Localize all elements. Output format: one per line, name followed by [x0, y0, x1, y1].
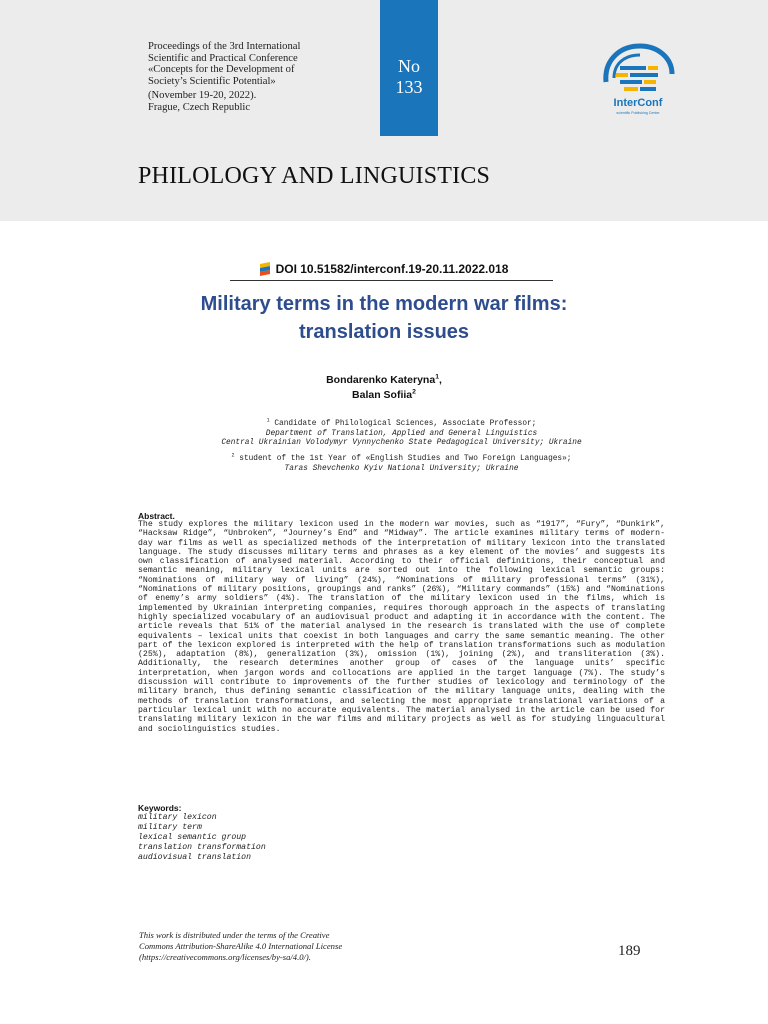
- issue-number-box: [380, 0, 438, 136]
- abstract-text: The study explores the military lexicon used in the modern war movies, such as “1917”, “Fury”, “Dunkirk”, “Hacksaw Ridge”, “Unbroken”, “Journey’s End” and “Midway”. The article examines military terms of modern-day war films as well as specialized methods of the interpretation of military lexicon into the translated language. The study discusses military terms and phrases as a key element of the movies’ and suggests its own classification of analysed material. According to their official definitions, their conceptual and semantic meaning, military lexical units are sorted out into the following lexical semantic groups: “Nominations of military way of living” (24%), “Nominations of military professional terms” (31%), “Nominations of military positions, groupings and ranks” (26%), “Military commands” (15%) and “Nominations of enemy’s army soldiers” (4%). The translation of the military lexicon used in the films, which is implemented by Ukrainian interpreting companies, requires thorough approach in the aspects of translating highly specialized vocabulary of an audiovisual product and adapting it in accordance with the content. The article reveals that 51% of the material analysed in the research is translated with the use of complete equivalents – lexical units that coexist in both languages and carry the same semantic meaning. The other part of the lexicon explored is interpreted with the help of translation transformations such as modulation (25%), adaptation (8%), generalization (3%), omission (1%), joining (2%), and transliteration (3%). Additionally, the research determines another group of cases of the language units’ specific interpretation, when jargon words and collocations are applied in the target language (7%). The study’s discussion will contribute to improvements of the further studies of lexicology and terminology of the military branch, thus defining semantic classification of the military language units, dealing with the methods of translation transformations, and selecting the most appropriate translational variations of a particular lexical unit with no accurate equivalents. The material analysed in the article can be used for translating military lexicon in the war films and military projects as well as for studying linguacultural and sociolinguistics studies.: [138, 520, 665, 734]
- conference-place: Frague, Czech Republic: [148, 101, 251, 113]
- license-notice: [139, 930, 439, 962]
- proceedings-line: Scientific and Practical Conference: [148, 52, 298, 64]
- author-1: Bondarenko Kateryna$^1$,: [326, 373, 442, 386]
- authors: [0, 373, 768, 403]
- section-title: PHILOLOGY AND LINGUISTICS: [138, 163, 491, 189]
- keyword: translation transformation: [138, 843, 266, 852]
- conference-date: (November 19-20, 2022).: [148, 90, 257, 102]
- logo-name: InterConf: [613, 97, 663, 109]
- license-line: This work is distributed under the terms of the Creative: [139, 930, 330, 940]
- article-title-line: Military terms in the modern war films:: [200, 293, 568, 315]
- keyword: military term: [138, 823, 202, 832]
- proceedings-line: «Concepts for the Development of: [148, 64, 295, 76]
- article-title: [90, 290, 678, 346]
- affiliation-1: $^1$ Candidate of Philological Sciences, Associate Professor; Department of Translation, Applied and General Linguistics Central Ukrainian Volodymyr Vynnychenko State Pedagogical University; Ukraine: [138, 420, 665, 449]
- logo-tagline: scientific Publishing Center: [616, 111, 660, 115]
- affiliation-department: Department of Translation, Applied and General Linguistics: [265, 429, 538, 438]
- keywords-list: [138, 813, 266, 863]
- affiliation-2: $^2$ student of the 1st Year of «English Studies and Two Foreign Languages»; Taras Shevchenko Kyiv National University; Ukraine: [138, 455, 665, 474]
- article-title-line: translation issues: [298, 321, 470, 343]
- license-line: Commons Attribution-ShareAlike 4.0 International License: [139, 940, 343, 951]
- doi-link[interactable]: DOI 10.51582/interconf.19-20.11.2022.018: [275, 262, 509, 276]
- doi-line: [0, 262, 768, 276]
- affiliation-university: Taras Shevchenko Kyiv National University; Ukraine: [284, 464, 519, 473]
- proceedings-info: [148, 41, 363, 114]
- keywords-heading: Keywords:: [138, 803, 182, 813]
- proceedings-line: Proceedings of the 3rd International: [148, 41, 301, 52]
- keyword: military lexicon: [138, 813, 217, 822]
- issue-label: No: [398, 56, 420, 76]
- author-2: Balan Sofiia$^2$: [352, 388, 416, 401]
- journal-header: [0, 0, 768, 221]
- page-number: 189: [618, 943, 641, 959]
- issue-number: 133: [395, 77, 423, 97]
- keyword: lexical semantic group: [138, 833, 247, 842]
- license-link[interactable]: (https://creativecommons.org/licenses/by-sa/4.0/).: [139, 951, 311, 962]
- abstract-heading: Abstract.: [138, 511, 175, 521]
- doi-divider: [230, 280, 553, 281]
- interconf-logo: [598, 38, 678, 118]
- doi-logo-icon: [260, 262, 272, 276]
- affiliation-university: Central Ukrainian Volodymyr Vynnychenko State Pedagogical University; Ukraine: [221, 439, 582, 448]
- keyword: audiovisual translation: [138, 853, 252, 862]
- proceedings-line: Society’s Scientific Potential»: [148, 75, 276, 87]
